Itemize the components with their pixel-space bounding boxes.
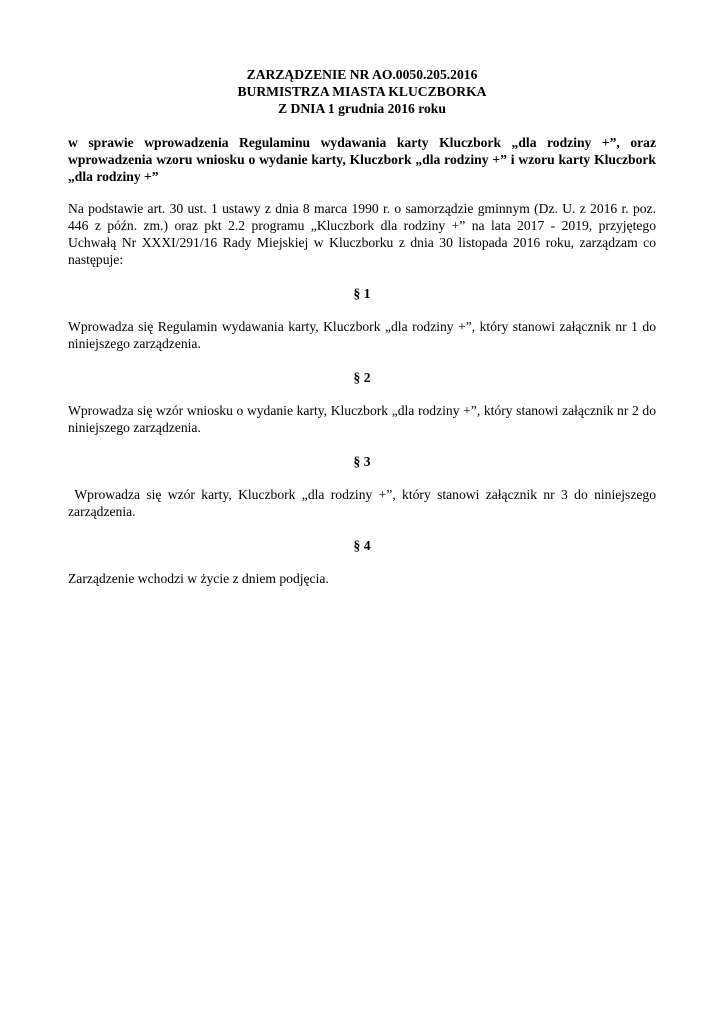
section-heading: § 1 xyxy=(353,286,371,301)
document-title-date: Z DNIA 1 grudnia 2016 roku xyxy=(278,101,446,116)
section-text: Wprowadza się Regulamin wydawania karty, Kluczbork „dla rodziny +”, który stanowi załącznik nr 1 do niniejszego zarządzenia. xyxy=(68,319,656,351)
section-4 xyxy=(68,537,656,587)
section-3 xyxy=(68,453,660,520)
section-heading: § 4 xyxy=(353,538,371,553)
section-1 xyxy=(68,285,656,352)
legal-basis-paragraph: Na podstawie art. 30 ust. 1 ustawy z dnia 8 marca 1990 r. o samorządzie gminnym (Dz. U. z 2016 r. poz. 446 z późn. zm.) oraz pkt 2.2 programu „Kluczbork dla rodziny +” na lata 2017 - 2019, przyjętego Uchwałą Nr XXXI/291/16 Rady Miejskiej w Kluczborku z dnia 30 listopada 2016 roku, zarządzam co następuje: xyxy=(68,201,656,267)
section-text: Zarządzenie wchodzi w życie z dniem podjęcia. xyxy=(68,571,329,586)
section-text: Wprowadza się wzór karty, Kluczbork „dla rodziny +”, który stanowi załącznik nr 3 do niniejszego zarządzenia. xyxy=(68,487,660,519)
document-page xyxy=(68,66,660,587)
section-heading: § 3 xyxy=(353,454,371,469)
section-2 xyxy=(68,369,656,436)
section-text: Wprowadza się wzór wniosku o wydanie karty, Kluczbork „dla rodziny +”, który stanowi załącznik nr 2 do niniejszego zarządzenia. xyxy=(68,403,656,435)
section-heading: § 2 xyxy=(353,370,371,385)
document-title-number: ZARZĄDZENIE NR AO.0050.205.2016 xyxy=(246,67,478,82)
document-subject: w sprawie wprowadzenia Regulaminu wydawania karty Kluczbork „dla rodziny +”, oraz wprowadzenia wzoru wniosku o wydanie karty, Kluczbork „dla rodziny +” i wzoru karty Kluczbork „dla rodziny +” xyxy=(68,135,656,184)
document-title-issuer: BURMISTRZA MIASTA KLUCZBORKA xyxy=(237,84,487,99)
